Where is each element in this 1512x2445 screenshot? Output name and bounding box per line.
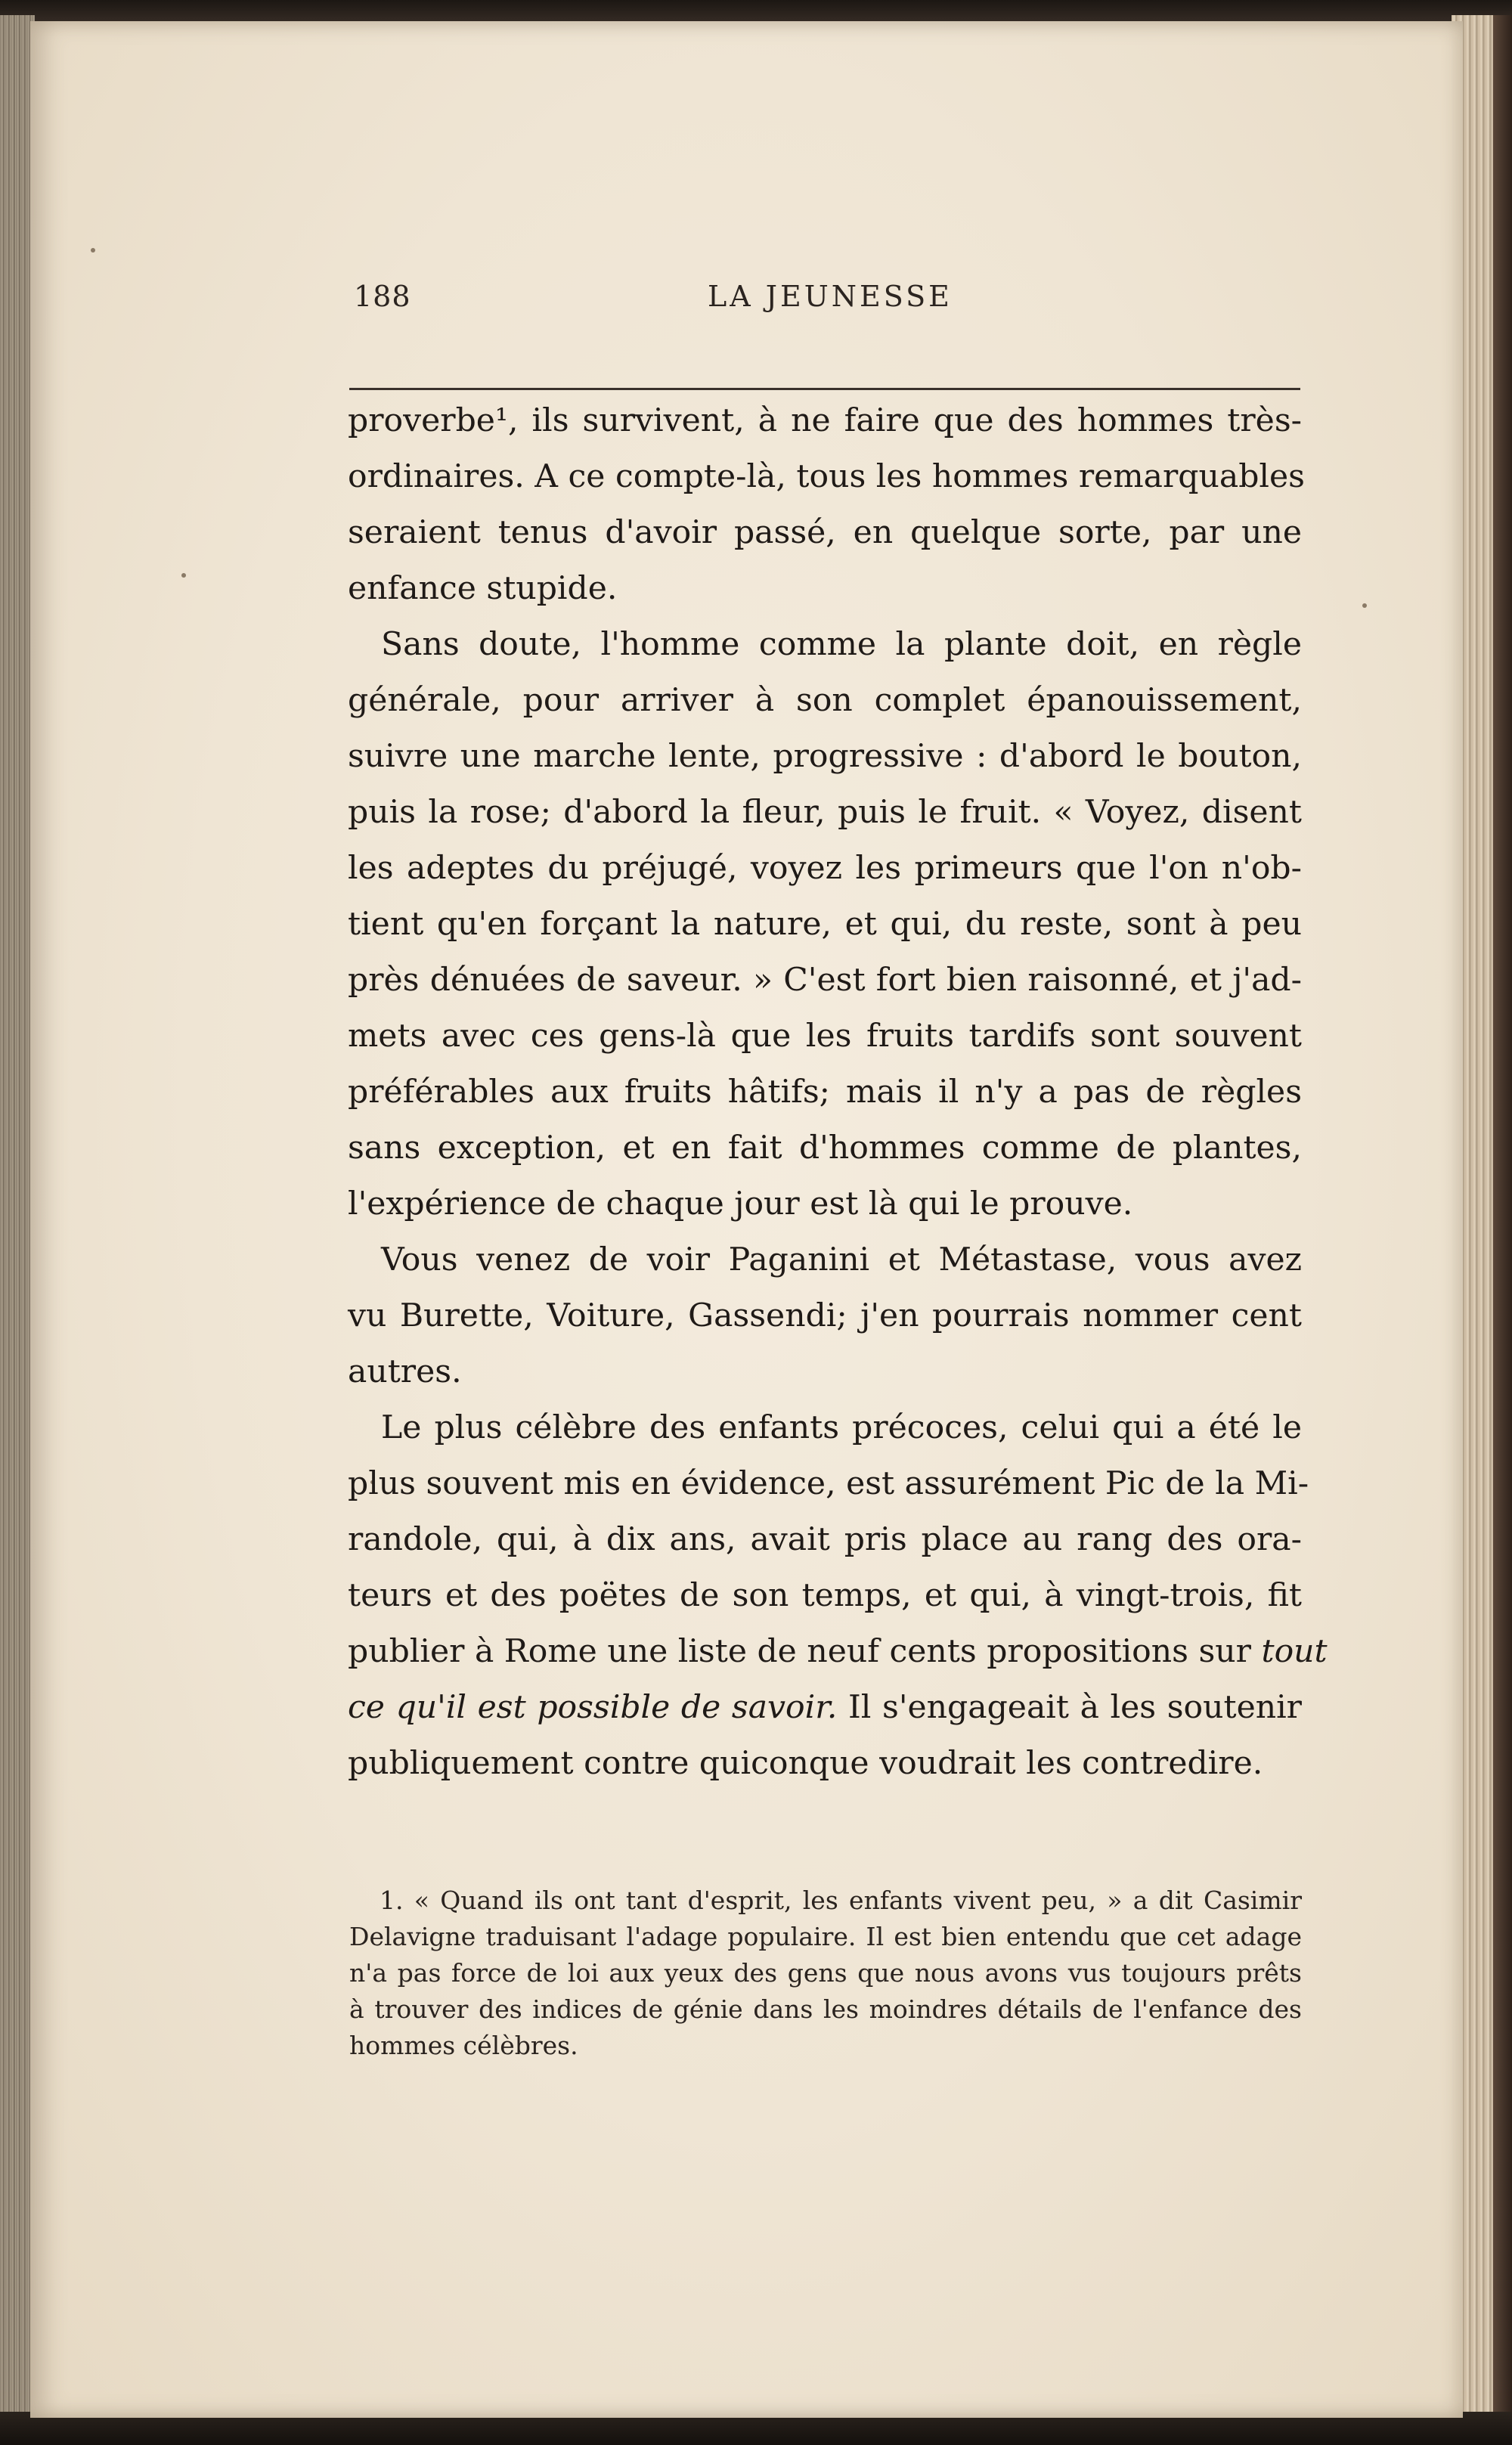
footnote-line: 1. « Quand ils ont tant d'esprit, les enfants vivent peu, » a dit Casimir bbox=[380, 1886, 1302, 1915]
text-line: puis la rose; d'abord la fleur, puis le fruit. « Voyez, disent bbox=[348, 794, 1302, 831]
footnote-line: n'a pas force de loi aux yeux des gens que nous avons vus toujours prêts bbox=[349, 1958, 1302, 1988]
text-line: enfance stupide. bbox=[348, 570, 618, 607]
text-line: tient qu'en forçant la nature, et qui, du reste, sont à peu bbox=[348, 906, 1302, 943]
text-segment: publier à Rome une liste de neuf cents propositions sur bbox=[348, 1633, 1251, 1670]
text-line: Le plus célèbre des enfants précoces, celui qui a été le bbox=[381, 1409, 1302, 1446]
text-line: publiquement contre quiconque voudrait les contredire. bbox=[348, 1745, 1263, 1782]
text-line: plus souvent mis en évidence, est assurément Pic de la Mi- bbox=[348, 1465, 1309, 1502]
text-line: teurs et des poëtes de son temps, et qui, à vingt-trois, fit bbox=[348, 1577, 1302, 1614]
paper-speck bbox=[181, 573, 186, 578]
italic-text: ce qu'il est possible de savoir. bbox=[348, 1689, 838, 1726]
body-text bbox=[348, 393, 1328, 1792]
text-line: l'expérience de chaque jour est là qui le prouve. bbox=[348, 1185, 1133, 1222]
page-header bbox=[354, 280, 1297, 325]
text-line: préférables aux fruits hâtifs; mais il n'y a pas de règles bbox=[348, 1074, 1302, 1111]
text-line: seraient tenus d'avoir passé, en quelque sorte, par une bbox=[348, 514, 1302, 551]
footnotes bbox=[349, 1883, 1302, 2064]
text-line-mixed bbox=[348, 1680, 1302, 1736]
text-segment: Il s'engageait à les soutenir bbox=[848, 1689, 1302, 1726]
paper-speck bbox=[1362, 603, 1367, 608]
book-cover-edge bbox=[1493, 15, 1512, 2419]
text-line: générale, pour arriver à son complet épanouissement, bbox=[348, 682, 1302, 719]
text-line: Vous venez de voir Paganini et Métastase, vous avez bbox=[381, 1241, 1302, 1278]
footnote-line: Delavigne traduisant l'adage populaire. Il est bien entendu que cet adage bbox=[349, 1922, 1302, 1951]
text-line: autres. bbox=[348, 1353, 462, 1390]
text-line: suivre une marche lente, progressive : d'abord le bouton, bbox=[348, 738, 1302, 775]
footnote-line: à trouver des indices de génie dans les moindres détails de l'enfance des bbox=[349, 1994, 1302, 2024]
text-line: proverbe¹, ils survivent, à ne faire que des hommes très- bbox=[348, 402, 1302, 439]
text-line: ordinaires. A ce compte-là, tous les hommes remarquables bbox=[348, 458, 1305, 495]
text-line: randole, qui, à dix ans, avait pris place au rang des ora- bbox=[348, 1521, 1302, 1558]
text-line: mets avec ces gens-là que les fruits tardifs sont souvent bbox=[348, 1018, 1302, 1055]
running-title: LA JEUNESSE bbox=[708, 280, 953, 313]
text-line: vu Burette, Voiture, Gassendi; j'en pourrais nommer cent bbox=[348, 1297, 1302, 1334]
page-number: 188 bbox=[354, 280, 411, 313]
footnote-line: hommes célèbres. bbox=[349, 2031, 578, 2060]
text-line: Sans doute, l'homme comme la plante doit, en règle bbox=[381, 626, 1302, 663]
header-rule bbox=[349, 388, 1300, 390]
italic-text: tout bbox=[1261, 1633, 1328, 1670]
text-line: près dénuées de saveur. » C'est fort bien raisonné, et j'ad- bbox=[348, 962, 1302, 999]
text-line: les adeptes du préjugé, voyez les primeurs que l'on n'ob- bbox=[348, 850, 1302, 887]
text-line-mixed bbox=[348, 1624, 1328, 1680]
text-line: sans exception, et en fait d'hommes comme de plantes, bbox=[348, 1130, 1302, 1167]
paper-speck bbox=[91, 248, 95, 253]
